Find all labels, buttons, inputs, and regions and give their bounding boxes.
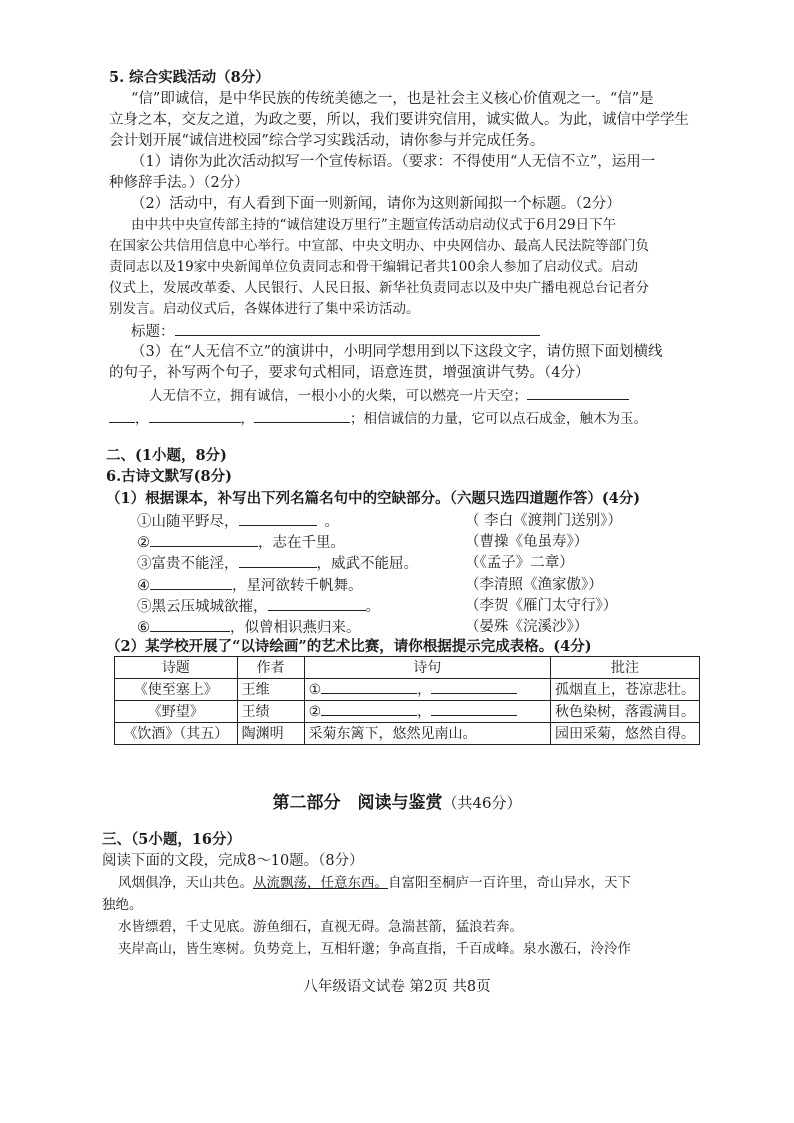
speech-line: [149, 385, 629, 406]
news-line: 在国家公共信用信息中心举行。中宣部、中央文明办、中央网信办、最高人民法院等部门负: [109, 238, 649, 254]
q5-sub1-line: 种修辞手法。）（2分）: [109, 175, 249, 191]
section-3-instructions: 阅读下面的文段，完成8～10题。（8分）: [102, 853, 364, 869]
recite-text: ，志在千里。: [258, 535, 345, 551]
poem-note-cell: 秋色染树，落霞满目。: [551, 701, 700, 723]
q5-intro-line: 会计划开展“诚信进校园”综合学习实践活动，请你参与并完成任务。: [109, 133, 545, 149]
poem-author-cell: 陶渊明: [237, 723, 304, 745]
speech-line: [109, 408, 647, 429]
poem-author-cell: 王维: [237, 679, 304, 701]
recite-item: [137, 553, 418, 574]
classical-text-line: 夹岸高山，皆生寒树。负势竞上，互相轩邈；争高直指，千百成峰。泉水激石，泠泠作: [118, 941, 631, 957]
speech-punct: ，: [135, 411, 149, 427]
speech-text: 人无信不立，拥有诚信，一根小小的火柴，可以燃亮一片天空；: [149, 388, 527, 404]
q5-sub3-line: 的句子，补写两个句子，要求句式相同，语意连贯，增强演讲气势。（4分）: [109, 365, 590, 381]
classical-text-line: 独绝。: [102, 897, 143, 913]
part-2-title: [0, 788, 794, 813]
title-answer-blank[interactable]: [175, 321, 540, 336]
table-header: 批注: [551, 657, 700, 679]
classical-text-line: 水皆缥碧，千丈见底。游鱼细石，直视无碍。急湍甚箭，猛浪若奔。: [118, 919, 523, 935]
recite-text: ④: [137, 578, 150, 594]
poem-line-cell: 采菊东篱下，悠然见南山。: [304, 723, 550, 745]
poem-line-cell: [304, 679, 550, 701]
news-line: 仪式上，发展改革委、人民银行、人民日报、新华社负责同志以及中央广播电视总台记者分: [109, 280, 649, 296]
q6-heading: 6.古诗文默写(8分): [106, 468, 232, 485]
recite-text: 。: [324, 514, 339, 530]
recite-item: [137, 511, 339, 532]
table-row: [115, 679, 700, 701]
recite-text: ，星河欲转千帆舞。: [232, 578, 363, 594]
poem-author-cell: 王绩: [237, 701, 304, 723]
classical-text-line: [118, 873, 631, 893]
table-header: 作者: [237, 657, 304, 679]
recite-text: ，威武不能屈。: [316, 556, 418, 572]
classical-text: 自富阳至桐庐一百许里，奇山异水，天下: [388, 875, 631, 891]
recite-text: ①山随平野尽，: [137, 514, 239, 530]
answer-number: ②: [308, 704, 322, 720]
speech-blank[interactable]: [109, 408, 135, 423]
recite-text: ⑥: [137, 620, 150, 636]
news-line: 责同志以及19家中央新闻单位负责同志和骨干编辑记者共100余人参加了启动仪式。启动: [109, 259, 638, 275]
speech-blank[interactable]: [149, 408, 241, 423]
title-label: 标题：: [131, 324, 175, 340]
poem-line-cell: [304, 701, 550, 723]
answer-punct: ，: [417, 704, 432, 720]
recite-blank[interactable]: [150, 532, 258, 547]
recite-blank[interactable]: [150, 575, 232, 590]
recite-source: （曹操《龟虽寿》）: [465, 534, 589, 550]
recite-text: ⑤黑云压城城欲摧，: [137, 599, 268, 615]
recite-blank[interactable]: [239, 553, 317, 568]
q5-heading: 5. 综合实践活动（8分）: [109, 69, 270, 86]
answer-punct: ，: [417, 682, 432, 698]
answer-blank[interactable]: [321, 701, 417, 716]
q5-sub2-line: （2）活动中，有人看到下面一则新闻，请你为这则新闻拟一个标题。（2分）: [131, 196, 621, 212]
poem-title-cell: 《野望》: [115, 701, 238, 723]
table-header-row: [115, 657, 700, 679]
q5-sub1-line: （1）请你为此次活动拟写一个宣传标语。（要求：不得使用“人无信不立”，运用一: [131, 154, 656, 170]
speech-blank[interactable]: [527, 385, 629, 400]
table-header: 诗题: [115, 657, 238, 679]
recite-item: [137, 596, 380, 617]
table-row: [115, 723, 700, 745]
recite-text: ②: [137, 535, 150, 551]
table-header: 诗句: [304, 657, 550, 679]
recite-source: （李清照《渔家傲》）: [465, 577, 603, 593]
q6-part1: （1）根据课本，补写出下列名篇名句中的空缺部分。（六题只选四道题作答）(4分): [106, 490, 641, 507]
speech-punct: ，: [240, 411, 254, 427]
speech-text: ；相信诚信的力量，它可以点石成金，触木为玉。: [350, 411, 647, 427]
part-2-title-text: 第二部分 阅读与鉴赏: [272, 793, 443, 813]
answer-blank[interactable]: [431, 679, 517, 694]
recite-blank[interactable]: [268, 596, 366, 611]
poem-note-cell: 园田采菊，悠然自得。: [551, 723, 700, 745]
answer-blank[interactable]: [431, 701, 517, 716]
news-line: 别发言。启动仪式后，各媒体进行了集中采访活动。: [109, 301, 420, 317]
underlined-sentence: 从流飘荡，任意东西。: [253, 875, 388, 891]
recite-blank[interactable]: [150, 617, 230, 632]
title-answer-row: [131, 321, 540, 342]
q6-part2: （2）某学校开展了“以诗绘画”的艺术比赛，请你根据提示完成表格。(4分): [106, 638, 592, 655]
poem-note-cell: 孤烟直上，苍凉悲壮。: [551, 679, 700, 701]
table-row: [115, 701, 700, 723]
speech-blank[interactable]: [254, 408, 350, 423]
classical-text: 风烟俱净，天山共色。: [118, 875, 253, 891]
news-line: 由中共中央宣传部主持的“诚信建设万里行”主题宣传活动启动仪式于6月29日下午: [131, 217, 617, 233]
recite-source: （李贺《雁门太守行》）: [465, 598, 618, 614]
part-2-points: （共46分）: [442, 794, 522, 812]
recite-item: [137, 575, 363, 596]
q5-intro-line: 立身之本，交友之道，为政之要，所以，我们要讲究信用，诚实做人。为此，诚信中学学生: [109, 112, 689, 128]
recite-text: ，似曾相识燕归来。: [230, 620, 361, 636]
section-3-heading: 三、（5小题，16分）: [102, 831, 242, 848]
recite-text: ③富贵不能淫，: [137, 556, 239, 572]
answer-number: ①: [308, 682, 322, 698]
recite-text: 。: [365, 599, 380, 615]
q5-intro-line: “信”即诚信，是中华民族的传统美德之一，也是社会主义核心价值观之一。“信”是: [131, 91, 654, 107]
recite-item: [137, 532, 345, 553]
recite-source: （《孟子》二章）: [465, 555, 574, 571]
poem-table: [114, 656, 700, 745]
recite-item: [137, 617, 361, 638]
poem-title-cell: 《饮酒》（其五）: [115, 723, 238, 745]
recite-blank[interactable]: [239, 511, 317, 526]
recite-source: （ 李白《渡荆门送别》）: [465, 513, 622, 529]
page-footer: 八年级语文试卷 第2页 共8页: [303, 979, 491, 995]
recite-source: （晏殊《浣溪沙》）: [465, 619, 589, 635]
section-2-heading: 二、(1小题，8分): [106, 447, 227, 464]
q5-sub3-line: （3）在“人无信不立”的演讲中，小明同学想用到以下这段文字，请仿照下面划横线: [131, 344, 663, 360]
poem-title-cell: 《使至塞上》: [115, 679, 238, 701]
answer-blank[interactable]: [321, 679, 417, 694]
